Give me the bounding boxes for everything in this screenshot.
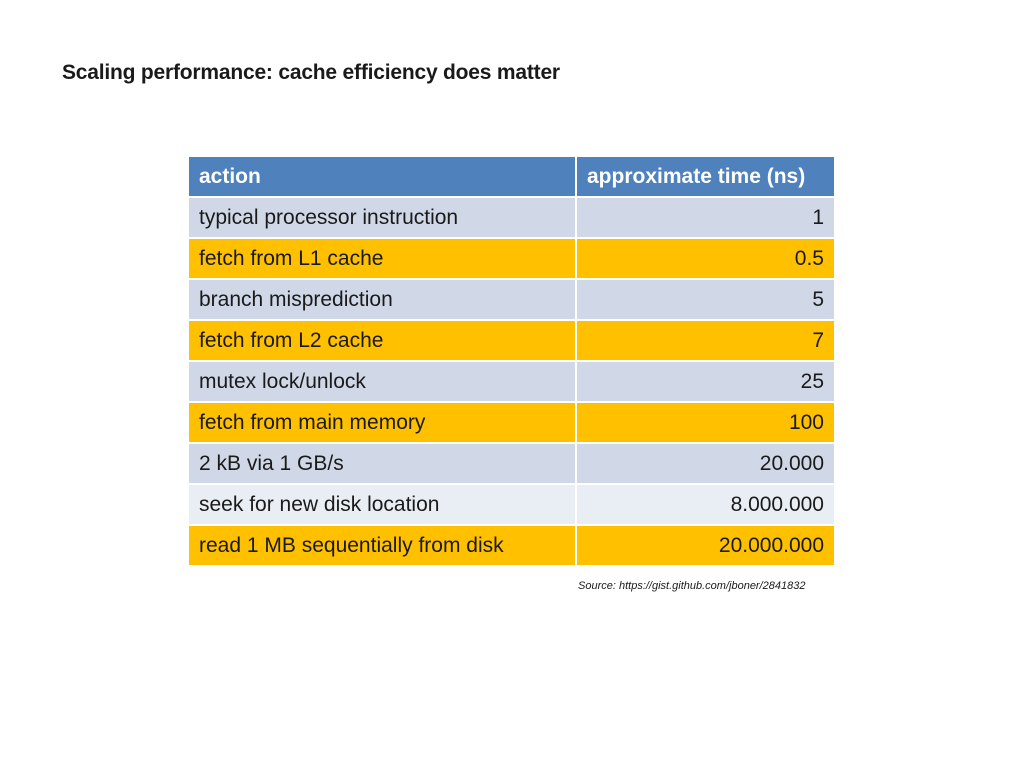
time-cell: 100 (576, 402, 834, 443)
column-header-time: approximate time (ns) (576, 157, 834, 197)
action-cell: 2 kB via 1 GB/s (189, 443, 576, 484)
time-cell: 7 (576, 320, 834, 361)
table-row (189, 361, 834, 402)
time-cell: 20.000.000 (576, 525, 834, 566)
slide-title: Scaling performance: cache efficiency does matter (62, 61, 560, 84)
table-header-row (189, 157, 834, 197)
table-row (189, 279, 834, 320)
time-cell: 20.000 (576, 443, 834, 484)
source-citation: Source: https://gist.github.com/jboner/2841832 (578, 580, 806, 592)
action-cell: mutex lock/unlock (189, 361, 576, 402)
table-row (189, 443, 834, 484)
table-row (189, 238, 834, 279)
table-row (189, 197, 834, 238)
latency-table (189, 157, 834, 567)
column-header-action: action (189, 157, 576, 197)
action-cell: fetch from main memory (189, 402, 576, 443)
time-cell: 1 (576, 197, 834, 238)
action-cell: read 1 MB sequentially from disk (189, 525, 576, 566)
time-cell: 25 (576, 361, 834, 402)
time-cell: 8.000.000 (576, 484, 834, 525)
time-cell: 0.5 (576, 238, 834, 279)
action-cell: seek for new disk location (189, 484, 576, 525)
table-row (189, 525, 834, 566)
action-cell: fetch from L1 cache (189, 238, 576, 279)
table-row (189, 402, 834, 443)
action-cell: fetch from L2 cache (189, 320, 576, 361)
action-cell: typical processor instruction (189, 197, 576, 238)
table-row (189, 320, 834, 361)
time-cell: 5 (576, 279, 834, 320)
action-cell: branch misprediction (189, 279, 576, 320)
table-row (189, 484, 834, 525)
